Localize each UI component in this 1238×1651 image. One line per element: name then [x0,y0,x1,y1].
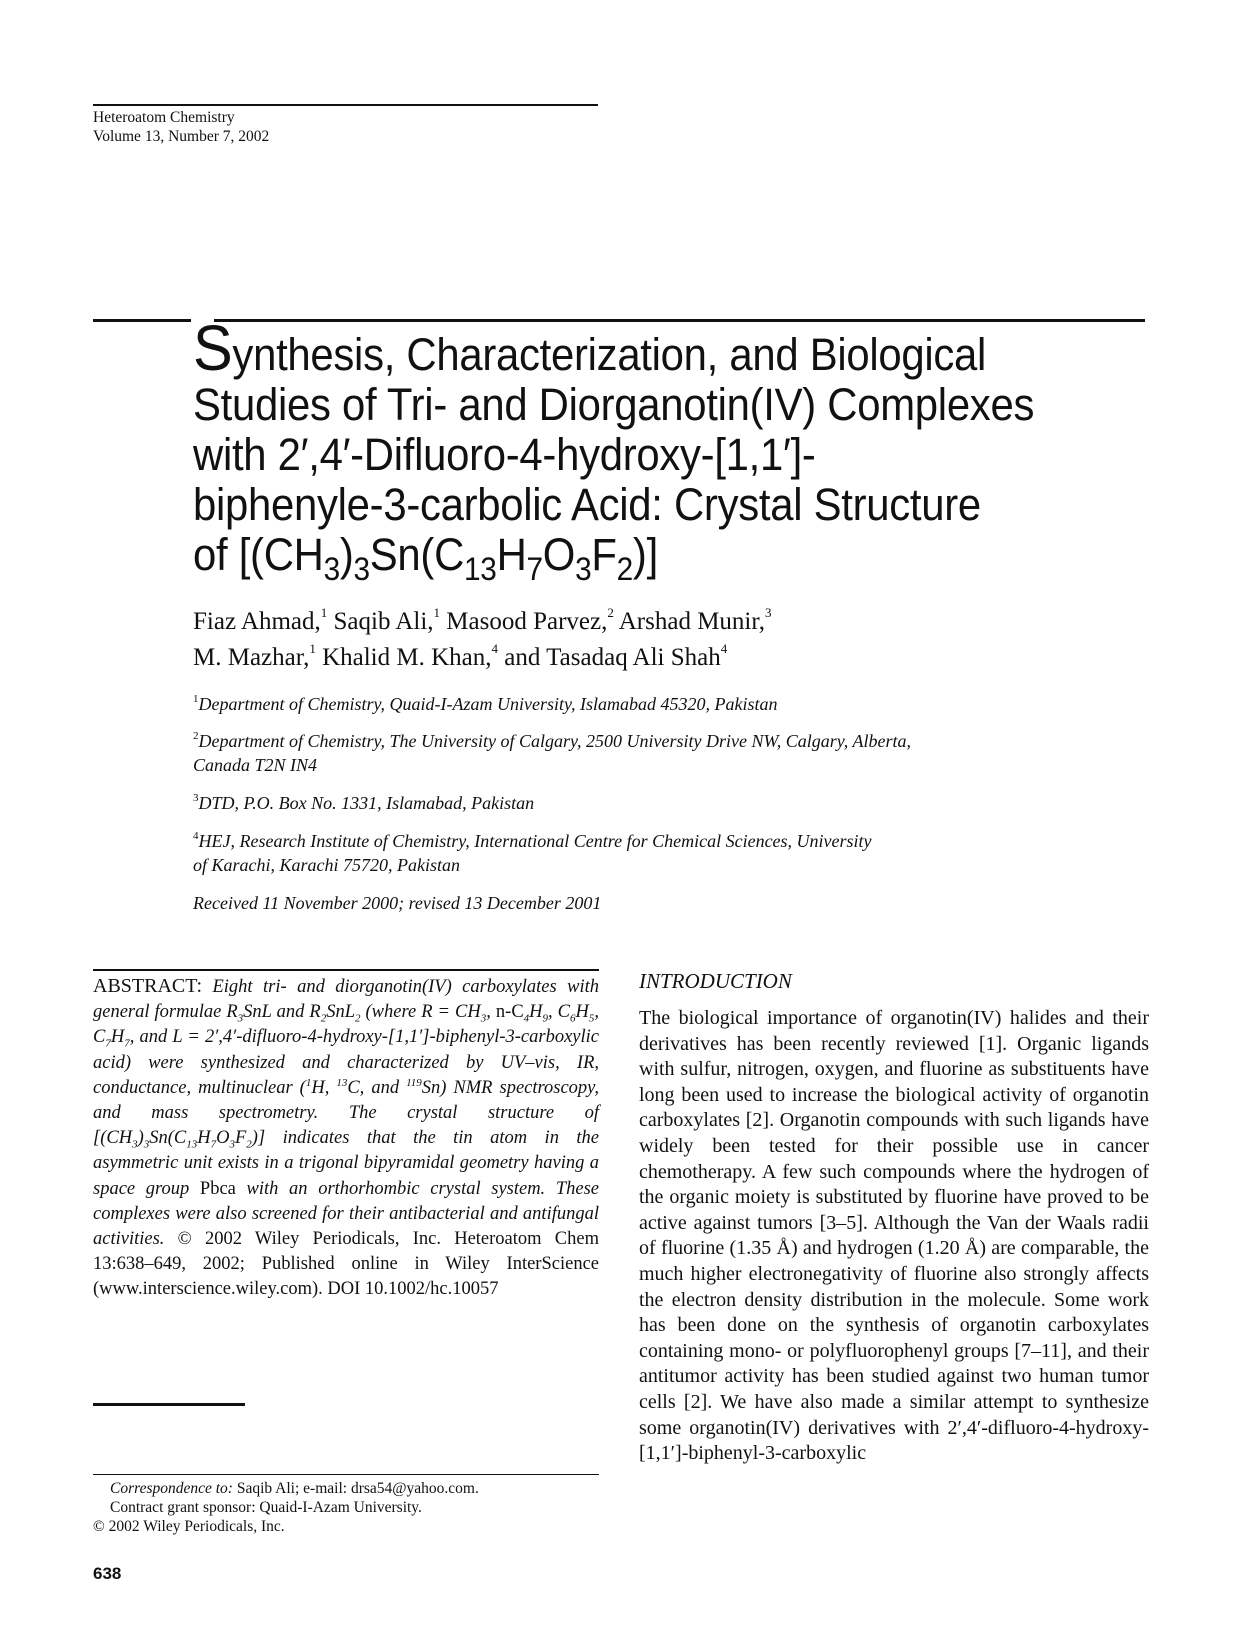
affiliation-4 [193,829,1093,877]
formula-part: H [496,529,527,580]
abstract-italic-body: Eight tri- and diorganotin(IV) carboxylates with general formulae $R_3SnL$ and $R_2SnL_2$ (where $R = CH_3$, $n-C_4H_9$, $C_6H_5$, $C_7H_7$, and L = 2′,4′-difluoro-4-hydroxy-[1,1′]-biphenyl-3-carboxylic acid) were synthesized and characterized by UV–vis, IR, conductance, multinuclear ($^1$H, $^{13}$C, and $^{119}$Sn) NMR spectroscopy, and mass spectrometry. The crystal structure of $[(CH_3)_3Sn(C_{13}H_7O_3F_2)]$ indicates that the tin atom in the asymmetric unit exists in a trigonal bipyramidal geometry having a space group Pbca with an orthorhombic crystal system. These complexes were also screened for their antibacterial and antifungal activities. [93,977,600,1250]
affiliation-mark: 2 [193,730,199,742]
affiliation-mark: 1 [193,693,199,705]
affiliation-text: Department of Chemistry, Quaid-I-Azam University, Islamabad 45320, Pakistan [198,694,778,714]
author-line-2 [193,640,771,676]
affiliation-mark: 4 [193,830,199,842]
article-title [193,312,1132,587]
author-name: Saqib Ali, [333,608,434,635]
affiliation-text: HEJ, Research Institute of Chemistry, International Centre for Chemical Sciences, University [198,831,872,851]
formula-part: O [542,529,576,580]
author-line-1 [193,604,771,640]
title-line-3: with 2′,4′-Difluoro-4-hydroxy-[1,1′]- [193,429,816,480]
formula-sub: 3 [575,551,592,587]
formula-sub: 3 [353,551,370,587]
affiliation-1 [193,692,1093,716]
journal-name: Heteroatom Chemistry [93,109,235,126]
author-name: Khalid M. Khan, [322,644,492,671]
author-affil-mark: 1 [320,605,328,620]
title-line-1-text: ynthesis, Characterization, and Biological [232,329,987,380]
affiliation-3 [193,791,1093,815]
affiliation-mark: 3 [193,792,199,804]
introduction-heading: INTRODUCTION [639,969,792,993]
copyright-note: © 2002 Wiley Periodicals, Inc. [93,1518,285,1535]
author-list [193,604,771,676]
title-line-4: biphenyle-3-carbolic Acid: Crystal Structure [193,479,981,530]
correspondence-note [93,1479,599,1498]
received-dates: Received 11 November 2000; revised 13 December 2001 [193,893,602,913]
author-name: Arshad Munir, [618,608,765,635]
affiliation-text: DTD, P.O. Box No. 1331, Islamabad, Pakistan [198,793,535,813]
author-affil-mark: 3 [764,605,772,620]
author-affil-mark: 2 [607,605,614,620]
formula-part: ) [339,529,354,580]
abstract-citation: © 2002 Wiley Periodicals, Inc. Heteroatom Chem 13:638–649, 2002; Published online in Wiley InterScience (www.interscience.wiley.com). DOI 10.1002/hc.10057 [93,1229,599,1300]
footnotes [93,1479,599,1536]
title-rule-left [93,319,191,322]
author-name: M. Mazhar, [193,644,310,671]
author-name: and Tasadaq Ali Shah [504,644,721,671]
page-number: 638 [93,1564,122,1583]
formula-sub: 7 [526,551,543,587]
affiliation-2 [193,729,1093,777]
author-name: Fiaz Ahmad, [193,608,321,635]
formula-part: F [591,529,617,580]
title-drop-letter: S [193,312,233,384]
formula-sub: 13 [464,551,497,587]
abstract-label: ABSTRACT: [93,975,203,997]
author-affil-mark: 4 [720,641,728,656]
formula-sub: 2 [616,551,633,587]
author-affil-mark: 4 [491,641,498,656]
header-rule [93,104,598,106]
abstract-rule-top [93,969,599,971]
formula-part: )] [632,529,658,580]
author-affil-mark: 1 [433,605,441,620]
title-formula-prefix: of [(CH [193,529,324,580]
footnote-rule [93,1474,599,1475]
journal-header [93,108,269,146]
journal-volume: Volume 13, Number 7, 2002 [93,128,270,145]
formula-part: Sn(C [369,529,465,580]
title-line-1 [193,312,1132,384]
correspondence-text: Saqib Ali; e-mail: drsa54@yahoo.com. [232,1480,479,1497]
title-line-2: Studies of Tri- and Diorganotin(IV) Complexes [193,379,1035,430]
correspondence-label: Correspondence to: [110,1480,233,1497]
abstract-rule-bottom [93,1403,245,1406]
introduction-body: The biological importance of organotin(IV) halides and their derivatives has been recently reviewed [1]. Organic ligands with sulfur, nitrogen, oxygen, and fluorine as substituents have long been used to increase the biological activity of organotin carboxylates [2]. Organotin compounds with such ligands have widely been tested for their possible use in cancer chemotherapy. A few such compounds where the hydrogen of the organic moiety is substituted by fluorine have proved to be active against tumors [3–5]. Although the Van der Waals radii of fluorine (1.35 Å) and hydrogen (1.20 Å) are comparable, the much higher electronegativity of fluorine also strongly affects the electron density distribution in the molecule. Some work has been done on the synthesis of organotin carboxylates containing mono- or polyfluorophenyl groups [7–11], and their antitumor activity has been studied against two human tumor cells [2]. We have also made a similar attempt to synthesize some organotin(IV) derivatives with 2′,4′-difluoro-4-hydroxy-[1,1′]-biphenyl-3-carboxylic [639,1007,1149,1465]
affiliation-text-cont: Canada T2N IN4 [193,755,318,775]
formula-sub: 3 [323,551,340,587]
author-name: Masood Parvez, [446,608,608,635]
affiliation-text-cont: of Karachi, Karachi 75720, Pakistan [193,855,460,875]
affiliation-text: Department of Chemistry, The University of Calgary, 2500 University Drive NW, Calgary, Alberta, [198,731,911,751]
grant-note: Contract grant sponsor: Quaid-I-Azam University. [110,1499,422,1516]
abstract [93,974,599,1303]
title-line-5 [193,529,1132,587]
title-rule-right [214,319,1145,322]
author-affil-mark: 1 [309,641,316,656]
